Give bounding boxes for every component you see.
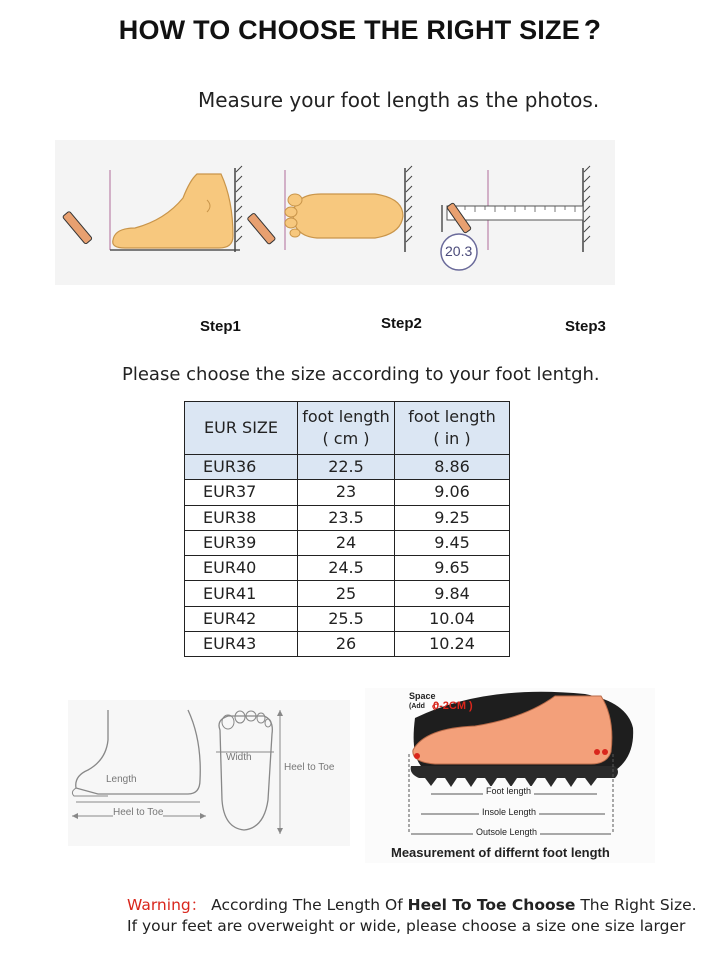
label-insole-length: Insole Length xyxy=(479,807,539,817)
instruction-text: Please choose the size according to your foot lentgh. xyxy=(122,364,600,385)
label-heel-to-toe-side: Heel to Toe xyxy=(284,762,335,773)
cell-size: EUR43 xyxy=(185,632,298,657)
table-row xyxy=(185,632,510,657)
cell-in: 9.84 xyxy=(395,581,510,606)
step1-foot-illustration xyxy=(62,166,242,252)
warning-part2: The Right Size. xyxy=(575,896,697,914)
pencil-icon xyxy=(247,213,276,245)
page-title xyxy=(0,14,720,46)
cell-cm: 25.5 xyxy=(298,606,395,631)
step2-foot-illustration xyxy=(247,166,412,252)
cell-in: 9.45 xyxy=(395,530,510,555)
subtitle: Measure your foot length as the photos. xyxy=(198,88,600,112)
table-row xyxy=(185,556,510,581)
label-range: 0-2CM ) xyxy=(433,700,473,712)
cell-size: EUR36 xyxy=(185,455,298,480)
header-cm-line2: ( cm ) xyxy=(322,429,370,448)
header-foot-length-in xyxy=(395,402,510,455)
warning-part1: According The Length Of xyxy=(206,896,408,914)
cell-in: 10.04 xyxy=(395,606,510,631)
cell-in: 9.06 xyxy=(395,480,510,505)
cell-cm: 23.5 xyxy=(298,505,395,530)
cell-in: 9.65 xyxy=(395,556,510,581)
header-in-line1: foot length xyxy=(408,407,496,426)
warning-label: Warning： xyxy=(127,896,207,914)
cell-cm: 23 xyxy=(298,480,395,505)
diagram-caption: Measurement of differnt foot length xyxy=(391,845,610,860)
step3-label: Step3 xyxy=(565,318,606,335)
label-width: Width xyxy=(226,752,252,763)
table-row xyxy=(185,530,510,555)
steps-illustration xyxy=(55,140,615,285)
title-question-mark: ? xyxy=(583,14,602,45)
cell-size: EUR37 xyxy=(185,480,298,505)
cell-size: EUR39 xyxy=(185,530,298,555)
title-text: HOW TO CHOOSE THE RIGHT SIZE xyxy=(118,15,580,45)
cell-in: 10.24 xyxy=(395,632,510,657)
label-foot-length: Foot length xyxy=(483,786,534,796)
table-row xyxy=(185,455,510,480)
shoe-length-diagram xyxy=(365,688,655,863)
warning-text xyxy=(127,893,697,915)
cell-size: EUR41 xyxy=(185,581,298,606)
size-note: If your feet are overweight or wide, please choose a size one size larger xyxy=(127,917,686,935)
header-foot-length-cm xyxy=(298,402,395,455)
cell-cm: 22.5 xyxy=(298,455,395,480)
cell-cm: 26 xyxy=(298,632,395,657)
table-row xyxy=(185,581,510,606)
steps-drawing xyxy=(55,140,615,285)
label-add: (Add xyxy=(409,703,425,710)
ruler-reading: 20.3 xyxy=(445,243,473,259)
header-in-line2: ( in ) xyxy=(433,429,471,448)
cell-in: 8.86 xyxy=(395,455,510,480)
cell-size: EUR42 xyxy=(185,606,298,631)
table-row xyxy=(185,505,510,530)
table-row xyxy=(185,480,510,505)
table-header-row xyxy=(185,402,510,455)
header-eur-size: EUR SIZE xyxy=(185,402,298,455)
cell-size: EUR40 xyxy=(185,556,298,581)
cell-cm: 24.5 xyxy=(298,556,395,581)
label-heel-to-toe-bottom: Heel to Toe xyxy=(113,807,164,818)
foot-measurement-diagram xyxy=(68,700,350,846)
cell-cm: 24 xyxy=(298,530,395,555)
label-space xyxy=(409,692,436,711)
foot-outline-drawing xyxy=(68,700,350,846)
table-row xyxy=(185,606,510,631)
cell-size: EUR38 xyxy=(185,505,298,530)
size-chart-table xyxy=(184,401,510,657)
header-cm-line1: foot length xyxy=(302,407,390,426)
label-outsole-length: Outsole Length xyxy=(473,827,540,837)
cell-in: 9.25 xyxy=(395,505,510,530)
label-length: Length xyxy=(106,774,137,785)
step1-label: Step1 xyxy=(200,318,241,335)
step2-label: Step2 xyxy=(381,315,422,332)
warning-bold: Heel To Toe Choose xyxy=(407,896,576,914)
label-space-text: Space xyxy=(409,691,436,701)
pencil-icon xyxy=(62,211,92,244)
cell-cm: 25 xyxy=(298,581,395,606)
